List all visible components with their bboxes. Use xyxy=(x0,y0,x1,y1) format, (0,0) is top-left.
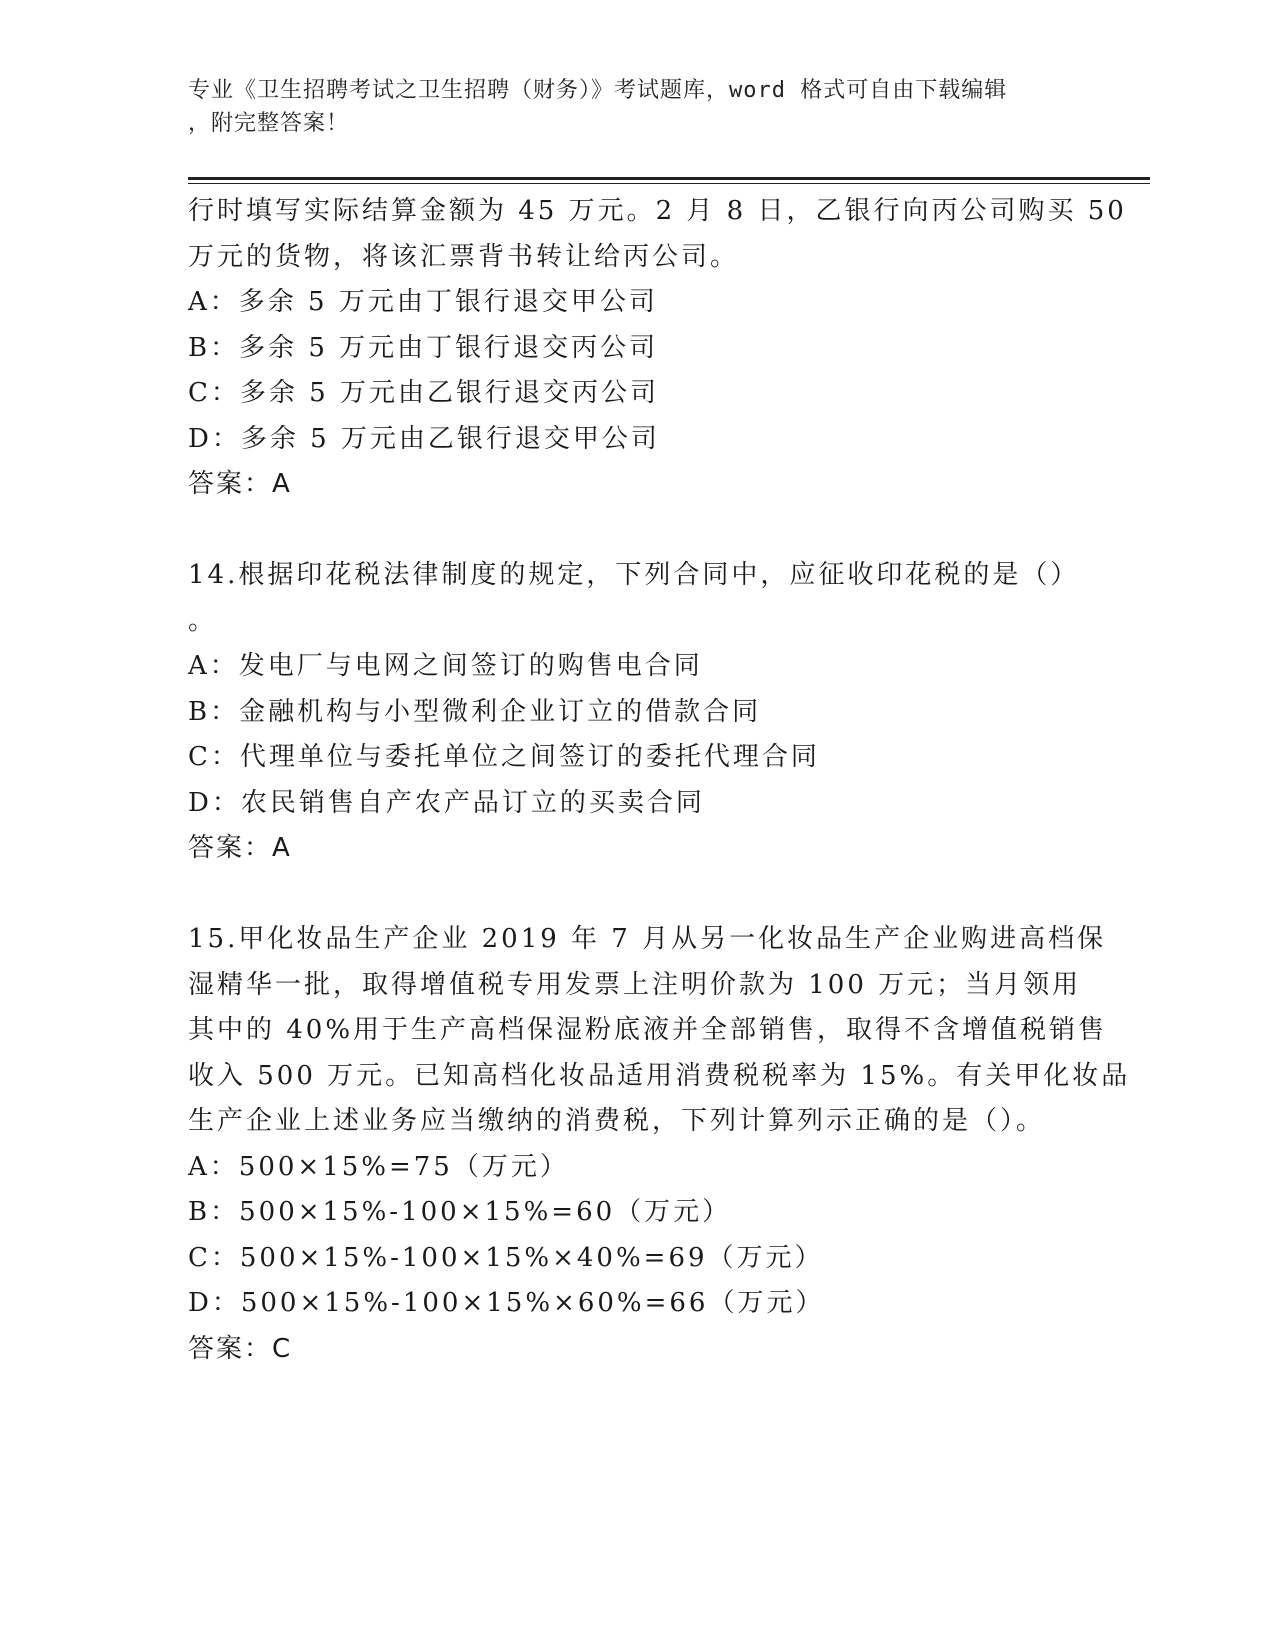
question-stem-line: 。 xyxy=(188,605,218,636)
option-a: A：发电厂与电网之间签订的购售电合同 xyxy=(188,651,703,681)
header-title: 专业《卫生招聘考试之卫生招聘（财务）》考试题库，word 格式可自由下载编辑 xyxy=(188,78,1008,103)
question-14 xyxy=(188,553,1088,872)
option-d: D：多余 5 万元由乙银行退交甲公司 xyxy=(188,423,660,454)
question-stem-line: 万元的货物，将该汇票背书转让给丙公司。 xyxy=(188,241,740,272)
header-divider-thin xyxy=(188,183,1150,184)
question-stem-line: 行时填写实际结算金额为 45 万元。2 月 8 日，乙银行向丙公司购买 50 xyxy=(188,196,1127,226)
answer-line: 答案：A xyxy=(188,833,292,863)
option-c: C：500×15%-100×15%×40%=69（万元） xyxy=(188,1242,824,1273)
option-d: D：农民销售自产农产品订立的买卖合同 xyxy=(188,787,705,818)
answer-line: 答案：C xyxy=(188,1333,293,1364)
option-b: B：金融机构与小型微利企业订立的借款合同 xyxy=(188,696,762,727)
header-subtitle: ，附完整答案！ xyxy=(188,111,350,136)
document-body xyxy=(188,189,1131,1372)
option-a: A：500×15%=75（万元） xyxy=(188,1151,569,1182)
document-header xyxy=(188,74,1068,140)
question-stem-line: 14.根据印花税法律制度的规定，下列合同中，应征收印花税的是（） xyxy=(188,560,1080,590)
answer-line: 答案：A xyxy=(188,469,292,499)
option-b: B：500×15%-100×15%=60（万元） xyxy=(188,1197,732,1227)
header-divider-thick xyxy=(188,177,1150,180)
question-spacer xyxy=(188,872,1088,918)
question-stem-line: 收入 500 万元。已知高档化妆品适用消费税税率为 15%。有关甲化妆品 xyxy=(188,1060,1131,1091)
question-stem-line: 生产企业上述业务应当缴纳的消费税，下列计算列示正确的是（）。 xyxy=(188,1106,1046,1136)
question-stem-line: 15.甲化妆品生产企业 2019 年 7 月从另一化妆品生产企业购进高档保 xyxy=(188,924,1107,954)
option-b: B：多余 5 万元由丁银行退交丙公司 xyxy=(188,332,659,363)
question-13 xyxy=(188,189,1127,508)
question-stem-line: 其中的 40%用于生产高档保湿粉底液并全部销售，取得不含增值税销售 xyxy=(188,1015,1108,1045)
option-c: C：多余 5 万元由乙银行退交丙公司 xyxy=(188,378,659,408)
question-stem-line: 湿精华一批，取得增值税专用发票上注明价款为 100 万元；当月领用 xyxy=(188,969,1082,1000)
question-15 xyxy=(188,917,1131,1372)
option-a: A：多余 5 万元由丁银行退交甲公司 xyxy=(188,287,658,317)
option-d: D：500×15%-100×15%×60%=66（万元） xyxy=(188,1288,825,1318)
question-spacer xyxy=(188,508,1088,554)
option-c: C：代理单位与委托单位之间签订的委托代理合同 xyxy=(188,742,820,772)
